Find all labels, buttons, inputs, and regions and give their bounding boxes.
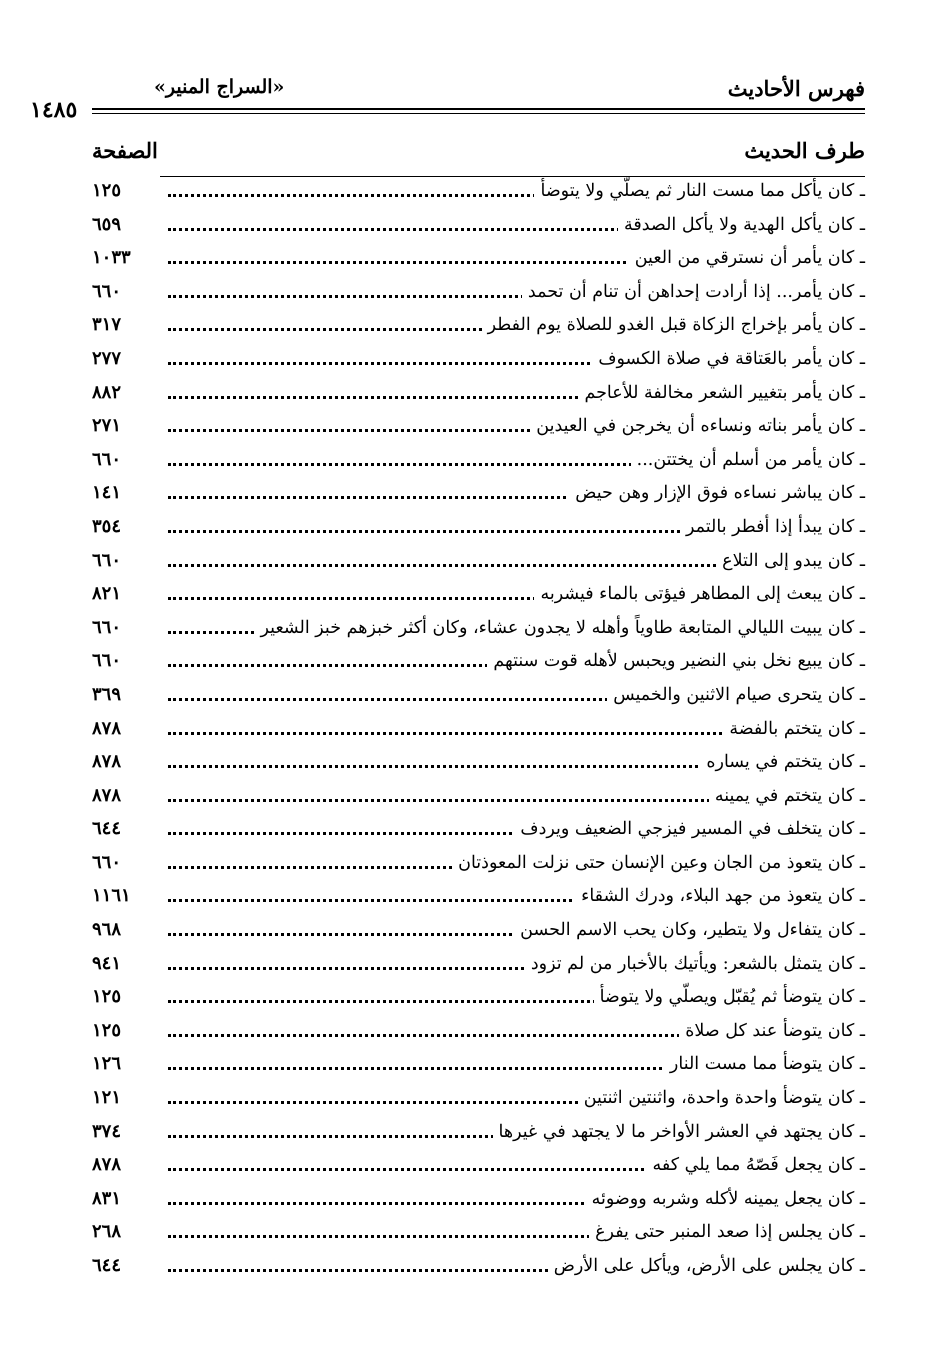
index-entry (92, 1051, 865, 1085)
index-entry (92, 548, 865, 582)
page-reference: ٦٤٤ (92, 818, 122, 840)
index-entry (92, 1085, 865, 1119)
index-entry (92, 883, 865, 917)
hadith-text: ـ كان يأمر بالعَتاقة في صلاة الكسوف (592, 349, 865, 369)
index-entry (92, 648, 865, 682)
page-reference: ٨٧٨ (92, 1154, 122, 1176)
index-entry (92, 1186, 865, 1220)
index-entry (92, 312, 865, 346)
hadith-text: ـ كان يبيت الليالي المتابعة طاوياً وأهله لا يجدون عشاء، وكان أكثر خبزهم خبز الشعير (255, 618, 865, 638)
hadith-text: ـ كان يأكل الهدية ولا يأكل الصدقة (618, 215, 865, 235)
page-reference: ١٢٥ (92, 986, 122, 1008)
hadith-text: ـ كان يبيع نخل بني النضير ويحبس لأهله قوت سنتهم (487, 651, 865, 671)
page-reference: ٩٤١ (92, 952, 122, 974)
page-reference: ٦٦٠ (92, 549, 122, 571)
hadith-text: ـ كان يتختم بالفضة (723, 719, 865, 739)
hadith-text: ـ كان يتوضأ ثم يُقبّل ويصلّي ولا يتوضأ (594, 987, 865, 1007)
page-reference: ٨٧٨ (92, 751, 122, 773)
page-reference: ٦٦٠ (92, 280, 122, 302)
page-reference: ٦٦٠ (92, 851, 122, 873)
index-entry (92, 816, 865, 850)
index-entry (92, 1219, 865, 1253)
column-heading-rule (160, 176, 865, 177)
hadith-text: ـ كان يتوضأ عند كل صلاة (679, 1021, 865, 1041)
page-reference: ٦٦٠ (92, 616, 122, 638)
book-title: «السراج المنير» (154, 76, 285, 98)
page-reference: ٦٦٠ (92, 448, 122, 470)
index-entry (92, 1018, 865, 1052)
page-reference: ٨٨٢ (92, 381, 122, 403)
hadith-text: ـ كان يجلس على الأرض، ويأكل على الأرض (548, 1256, 865, 1276)
index-title: فهرس الأحاديث (727, 76, 865, 101)
index-entry (92, 1119, 865, 1153)
page-reference: ١٢٦ (92, 1053, 122, 1075)
page-reference: ٦٥٩ (92, 213, 122, 235)
hadith-text: ـ كان يجعل فَصّهُ مما يلي كفه (647, 1155, 865, 1175)
page-reference: ٢٧١ (92, 415, 122, 437)
hadith-text: ـ كان يأكل مما مست النار ثم يصلّي ولا يتوضأ (534, 181, 865, 201)
hadith-text: ـ كان يجعل يمينه لأكله وشربه ووضوئه (586, 1189, 865, 1209)
page-reference: ١٤١ (92, 482, 122, 504)
page-reference: ١٠٣٣ (92, 247, 131, 269)
hadith-text: ـ كان يبدأ إذا أفطر بالتمر (680, 517, 865, 537)
header-rule-thin (92, 113, 865, 114)
hadith-text: ـ كان يباشر نساءه فوق الإزار وهن حيض (569, 483, 865, 503)
page-reference: ٣٦٩ (92, 683, 122, 705)
hadith-text: ـ كان يتوضأ مما مست النار (664, 1054, 865, 1074)
hadith-text: ـ كان يتحرى صيام الاثنين والخميس (607, 685, 865, 705)
running-header (92, 76, 865, 106)
hadith-text: ـ كان يبعث إلى المطاهر فيؤتى بالماء فيشربه (534, 584, 865, 604)
hadith-text: ـ كان يتمثل بالشعر: ويأتيك بالأخبار من لم تزود (525, 954, 865, 974)
hadith-text: ـ كان يجلس إذا صعد المنبر حتى يفرغ (589, 1222, 865, 1242)
column-heading-hadith: طرف الحديث (744, 138, 865, 163)
column-heading-page: الصفحة (92, 138, 158, 163)
page-reference: ٣١٧ (92, 314, 122, 336)
index-entry (92, 581, 865, 615)
hadith-text: ـ كان يأمر بإخراج الزكاة قبل الغدو للصلاة يوم الفطر (482, 315, 865, 335)
index-entry (92, 951, 865, 985)
index-entry (92, 245, 865, 279)
page-reference: ٣٧٤ (92, 1120, 122, 1142)
index-entry (92, 749, 865, 783)
hadith-text: ـ كان يأمر أن نسترقي من العين (629, 248, 865, 268)
hadith-text: ـ كان يأمر بتغيير الشعر مخالفة للأعاجم (578, 383, 865, 403)
hadith-text: ـ كان يأمر من أسلم أن يختتن... (631, 450, 865, 470)
hadith-text: ـ كان يتعوذ من الجان وعين الإنسان حتى نزلت المعوذتان (452, 853, 865, 873)
hadith-text: ـ كان يجتهد في العشر الأواخر ما لا يجتهد في غيرها (493, 1122, 865, 1142)
index-entry (92, 480, 865, 514)
index-entry (92, 380, 865, 414)
hadith-index-list (92, 178, 865, 1287)
page-number: ١٤٨٥ (30, 97, 78, 123)
page-reference: ٨٧٨ (92, 784, 122, 806)
index-entry (92, 1152, 865, 1186)
hadith-text: ـ كان يبدو إلى التلاع (716, 551, 865, 571)
hadith-text: ـ كان يأمر... إذا أرادت إحداهن أن تنام أن تحمد (522, 282, 865, 302)
page-reference: ٣٥٤ (92, 515, 122, 537)
page-reference: ١٢٥ (92, 180, 122, 201)
index-entry (92, 917, 865, 951)
page-reference: ٦٤٤ (92, 1255, 122, 1276)
index-entry (92, 716, 865, 750)
index-entry (92, 984, 865, 1018)
hadith-text: ـ كان يتخلف في المسير فيزجي الضعيف ويردف (514, 819, 865, 839)
hadith-text: ـ كان يتوضأ واحدة واحدة، واثنتين اثنتين (578, 1088, 865, 1108)
header-rule (92, 108, 865, 110)
hadith-text: ـ كان يتعوذ من جهد البلاء، ودرك الشقاء (575, 886, 865, 906)
index-entry (92, 783, 865, 817)
hadith-text: ـ كان يتختم في يساره (700, 752, 865, 772)
page-reference: ٨٣١ (92, 1187, 122, 1209)
index-entry (92, 413, 865, 447)
index-entry (92, 850, 865, 884)
page-reference: ٨٧٨ (92, 717, 122, 739)
index-entry (92, 514, 865, 548)
index-entry (92, 212, 865, 246)
page-reference: ١٢١ (92, 1087, 122, 1109)
page-reference: ١٢٥ (92, 1019, 122, 1041)
index-entry (92, 447, 865, 481)
page-reference: ٢٧٧ (92, 347, 122, 369)
index-entry (92, 178, 865, 212)
column-headings (92, 138, 865, 168)
page-reference: ٢٦٨ (92, 1221, 122, 1243)
hadith-text: ـ كان يأمر بناته ونساءه أن يخرجن في العيدين (530, 416, 865, 436)
index-entry (92, 1253, 865, 1287)
index-entry (92, 279, 865, 313)
index-entry (92, 615, 865, 649)
hadith-text: ـ كان يتختم في يمينه (709, 786, 865, 806)
hadith-text: ـ كان يتفاءل ولا يتطير، وكان يحب الاسم الحسن (514, 920, 865, 940)
index-entry (92, 346, 865, 380)
page-reference: ٩٦٨ (92, 919, 122, 941)
page-reference: ٦٦٠ (92, 650, 122, 672)
page-reference: ٨٢١ (92, 583, 122, 605)
page-reference: ١١٦١ (92, 885, 131, 907)
index-entry (92, 682, 865, 716)
